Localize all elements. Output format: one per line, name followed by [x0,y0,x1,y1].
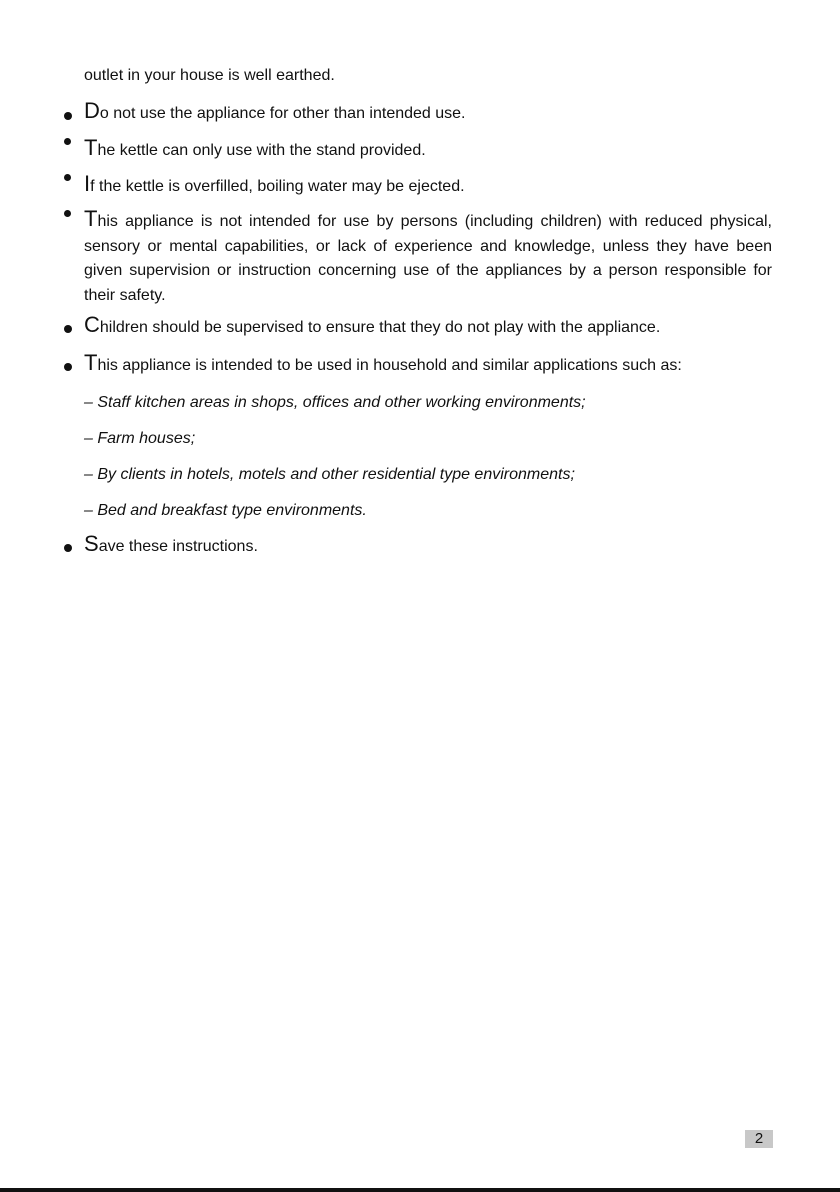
drop-cap: T [84,206,98,231]
sub-item-staff-kitchen: – Staff kitchen areas in shops, offices and other working environments; [84,394,586,411]
bullet-dot-icon [64,325,72,333]
sub-item-hotels: – By clients in hotels, motels and other residential type environments; [84,466,575,483]
bullet-dot-icon [64,210,71,217]
drop-cap: T [84,350,98,375]
drop-cap: C [84,312,100,337]
sub-item-bed-breakfast: – Bed and breakfast type environments. [84,502,367,519]
bullet-text: he kettle can only use with the stand provided. [97,142,426,159]
drop-cap: T [84,135,98,160]
bottom-rule [0,1188,840,1192]
bullet-item-intended-use [84,98,466,127]
bullet-dot-icon [64,112,72,120]
bullet-text: his appliance is not intended for use by persons (including children) with reduced physical, sensory or mental capabilities, or lack of experience and knowledge, unless they have been given supervision or instruction concerning use of the appliances by a person responsible for their safety. [84,213,772,304]
bullet-text: f the kettle is overfilled, boiling water may be ejected. [90,178,465,195]
bullet-item-save [84,531,258,560]
bullet-item-stand [84,135,426,164]
bullet-text: hildren should be supervised to ensure that they do not play with the appliance. [99,319,661,336]
bullet-text: o not use the appliance for other than intended use. [99,105,466,122]
bullet-item-persons [84,206,772,308]
continuation-text: outlet in your house is well earthed. [84,67,335,84]
drop-cap: S [84,531,99,556]
sub-item-farm-houses: – Farm houses; [84,430,196,447]
bullet-dot-icon [64,138,71,145]
bullet-text: his appliance is intended to be used in household and similar applications such as: [97,357,682,374]
bullet-dot-icon [64,544,72,552]
drop-cap: D [84,98,100,123]
page-number: 2 [745,1130,773,1148]
bullet-dot-icon [64,174,71,181]
bullet-text: ave these instructions. [98,538,258,555]
bullet-item-household [84,350,682,379]
bullet-dot-icon [64,363,72,371]
bullet-item-overfilled [84,171,465,200]
drop-cap: I [84,171,91,196]
bullet-item-children [84,312,661,341]
